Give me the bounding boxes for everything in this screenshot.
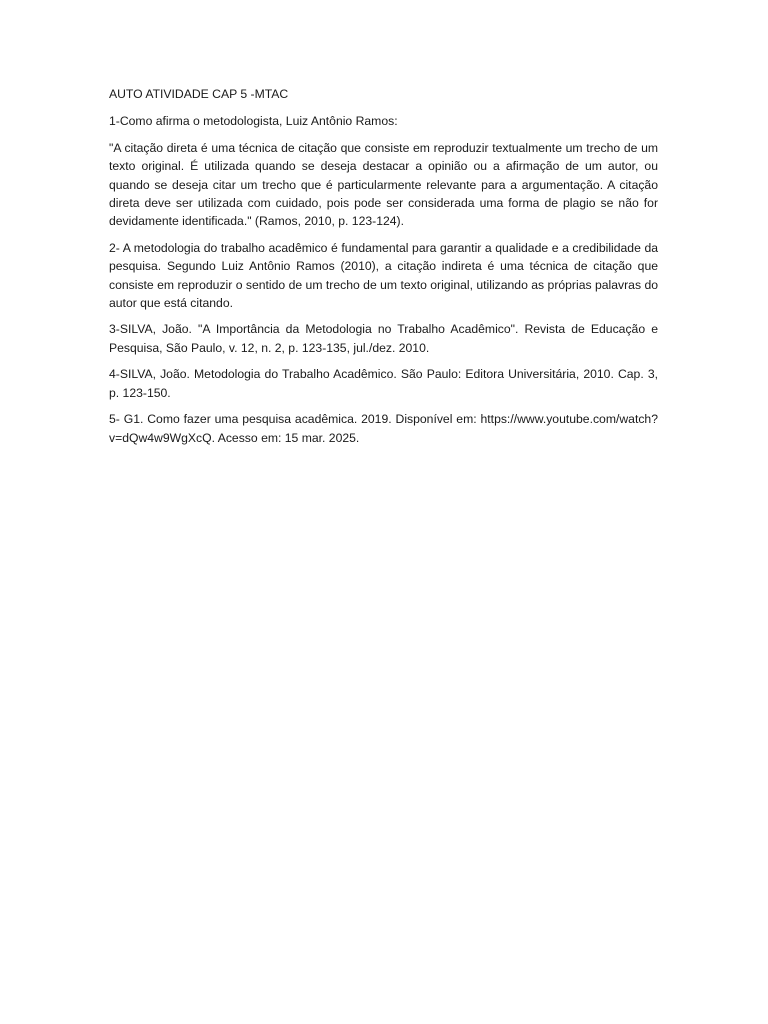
item-1-intro: 1-Como afirma o metodologista, Luiz Antônio Ramos: [109,114,398,129]
item-1-quote: "A citação direta é uma técnica de citação que consiste em reproduzir textualmente um trecho de um texto original. É utilizada quando se deseja destacar a opinião ou a afirmação de um autor, ou quando se deseja citar um trecho que é particularmente relevante para a argumentação. A citação direta deve ser utilizada com cuidado, pois pode ser considerada uma forma de plagio se não for devidamente identificada." (Ramos, 2010, p. 123-124). [109,140,658,229]
item-5-reference: 5- G1. Como fazer uma pesquisa acadêmica. 2019. Disponível em: https://www.youtube.com/watch?v=dQw4w9WgXcQ. Acesso em: 15 mar. 2025. [109,412,658,445]
document-title: AUTO ATIVIDADE CAP 5 -MTAC [109,87,289,101]
item-3-reference: 3-SILVA, João. "A Importância da Metodologia no Trabalho Acadêmico". Revista de Educação e Pesquisa, São Paulo, v. 12, n. 2, p. 123-135, jul./dez. 2010. [109,322,658,355]
item-2-paragraph: 2- A metodologia do trabalho acadêmico é fundamental para garantir a qualidade e a credibilidade da pesquisa. Segundo Luiz Antônio Ramos (2010), a citação indireta é uma técnica de citação que consiste em reproduzir o sentido de um trecho de um texto original, utilizando as próprias palavras do autor que está citando. [109,240,658,311]
document-body [109,85,658,455]
item-4-reference: 4-SILVA, João. Metodologia do Trabalho Acadêmico. São Paulo: Editora Universitária, 2010. Cap. 3, p. 123-150. [109,367,658,400]
